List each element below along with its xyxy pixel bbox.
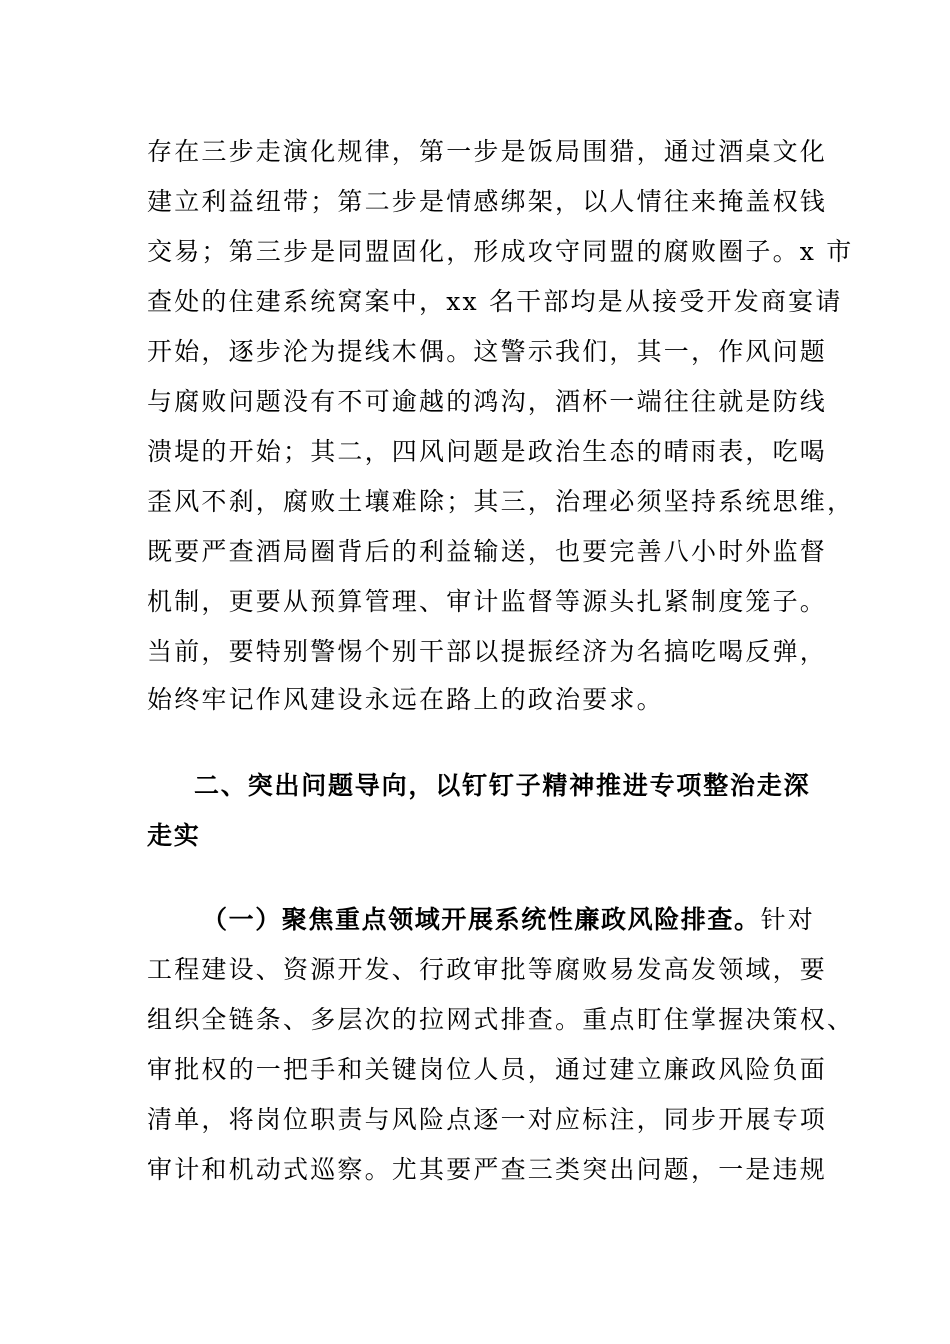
paragraph-line: 清单，将岗位职责与风险点逐一对应标注，同步开展专项 bbox=[147, 1105, 828, 1134]
paragraph-line: 歪风不刹，腐败土壤难除；其三，治理必须坚持系统思维， bbox=[147, 487, 855, 516]
section-heading: 二、突出问题导向，以钉钉子精神推进专项整治走深 bbox=[194, 771, 811, 800]
paragraph-line: 工程建设、资源开发、行政审批等腐败易发高发领域，要 bbox=[147, 955, 828, 984]
paragraph-line: 建立利益纽带；第二步是情感绑架，以人情往来掩盖权钱 bbox=[147, 187, 828, 216]
subsection-first-line-text: 针对 bbox=[760, 905, 816, 934]
paragraph-line: 机制，更要从预算管理、审计监督等源头扎紧制度笼子。 bbox=[147, 587, 828, 616]
paragraph-line: 交易；第三步是同盟固化，形成攻守同盟的腐败圈子。x 市 bbox=[147, 237, 854, 266]
paragraph-line: 组织全链条、多层次的拉网式排查。重点盯住掌握决策权、 bbox=[147, 1005, 855, 1034]
paragraph-line: 审批权的一把手和关键岗位人员，通过建立廉政风险负面 bbox=[147, 1055, 828, 1084]
paragraph-line: 溃堤的开始；其二，四风问题是政治生态的晴雨表，吃喝 bbox=[147, 437, 828, 466]
paragraph-line: 开始，逐步沦为提线木偶。这警示我们，其一，作风问题 bbox=[147, 337, 828, 366]
paragraph-line: 既要严查酒局圈背后的利益输送，也要完善八小时外监督 bbox=[147, 537, 828, 566]
paragraph-line: 当前，要特别警惕个别干部以提振经济为名搞吃喝反弹， bbox=[147, 637, 828, 666]
paragraph-line: 始终牢记作风建设永远在路上的政治要求。 bbox=[147, 685, 664, 714]
paragraph-line: 与腐败问题没有不可逾越的鸿沟，酒杯一端往往就是防线 bbox=[147, 387, 828, 416]
paragraph-line: 查处的住建系统窝案中，xx 名干部均是从接受开发商宴请 bbox=[147, 287, 843, 316]
section-heading-continuation: 走实 bbox=[147, 821, 201, 850]
paragraph-line: 审计和机动式巡察。尤其要严查三类突出问题，一是违规 bbox=[147, 1155, 828, 1184]
subsection-first-line bbox=[202, 904, 815, 936]
paragraph-line: 存在三步走演化规律，第一步是饭局围猎，通过酒桌文化 bbox=[147, 137, 828, 166]
subsection-title: （一）聚焦重点领域开展系统性廉政风险排查。 bbox=[202, 905, 761, 934]
